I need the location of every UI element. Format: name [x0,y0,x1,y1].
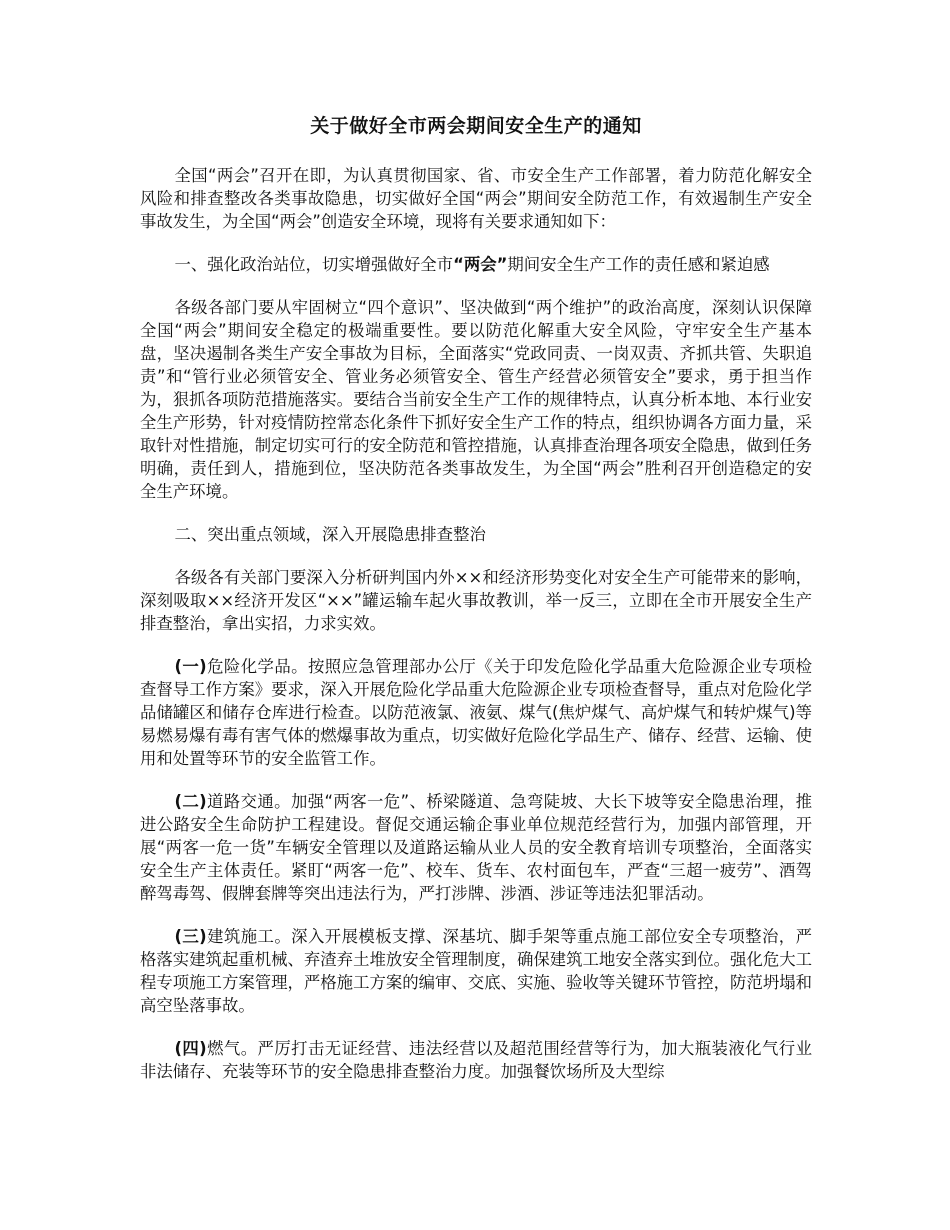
section1-body: 各级各部门要从牢固树立“四个意识”、坚决做到“两个维护”的政治高度，深刻认识保障全国“两会”期间安全稳定的极端重要性。要以防范化解重大安全风险，守牢安全生产基本盘，坚决遏制各类生产安全事故为目标，全面落实“党政同责、一岗双责、齐抓共管、失职追责”和“管行业必须管安全、管业务必须管安全、管生产经营必须管安全”要求，勇于担当作为，狠抓各项防范措施落实。要结合当前安全生产工作的规律特点，认真分析本地、本行业安全生产形势，针对疫情防控常态化条件下抓好安全生产工作的特点，组织协调各方面力量，采取针对性措施，制定切实可行的安全防范和管控措施，认真排查治理各项安全隐患，做到任务明确，责任到人，措施到位，坚决防范各类事故发生，为全国“两会”胜利召开创造稳定的安全生产环境。 [140,298,813,501]
section2-heading: 二、突出重点领域，深入开展隐患排查整治 [174,525,486,544]
section1-heading-part-b: “两会” [453,255,508,274]
item-gas [140,1037,812,1083]
document-content [140,112,812,1103]
section2-body: 各级各有关部门要深入分析研判国内外××和经济形势变化对安全生产可能带来的影响，深刻吸取××经济开发区“××”罐运输车起火事故教训，举一反三，立即在全市开展安全生产排查整治，拿出实招，力求实效。 [140,568,812,633]
item-text: 燃气。严厉打击无证经营、违法经营以及超范围经营等行为，加大瓶装液化气行业非法储存、充装等环节的安全隐患排查整治力度。加强餐饮场所及大型综 [140,1039,813,1081]
item-text: 建筑施工。深入开展模板支撑、深基坑、脚手架等重点施工部位安全专项整治，严格落实建筑起重机械、弃渣弃土堆放安全管理制度，确保建筑工地安全落实到位。强化危大工程专项施工方案管理，严格施工方案的编审、交底、实施、验收等关键环节管控，防范坍塌和高空坠落事故。 [140,927,813,1015]
item-number: (二) [174,792,207,811]
item-hazardous-chemicals [140,655,812,770]
document-title: 关于做好全市两会期间安全生产的通知 [310,115,642,137]
section1-heading-part-c: 期间安全生产工作的责任感和紧迫感 [507,255,770,274]
intro-paragraph: 全国“两会”召开在即，为认真贯彻国家、省、市安全生产工作部署，着力防范化解安全风险和排查整改各类事故隐患，切实做好全国“两会”期间安全防范工作，有效遏制生产安全事故发生，为全国“两会”创造安全环境，现将有关要求通知如下： [140,166,812,231]
item-construction [140,925,812,1017]
section1-heading-part-a: 一、强化政治站位，切实增强做好全市 [174,255,454,274]
item-number: (三) [174,927,207,946]
item-text: 道路交通。加强“两客一危”、桥梁隧道、急弯陡坡、大长下坡等安全隐患治理，推进公路安全生命防护工程建设。督促交通运输企事业单位规范经营行为，加强内部管理，开展“两客一危一货”车辆安全管理以及道路运输从业人员的安全教育培训专项整治，全面落实安全生产主体责任。紧盯“两客一危”、校车、货车、农村面包车，严查“三超一疲劳”、酒驾醉驾毒驾、假牌套牌等突出违法行为，严打涉牌、涉酒、涉证等违法犯罪活动。 [140,792,812,903]
item-text: 危险化学品。按照应急管理部办公厅《关于印发危险化学品重大危险源企业专项检查督导工作方案》要求，深入开展危险化学品重大危险源企业专项检查督导，重点对危险化学品储罐区和储存仓库进行检查。以防范液氯、液氨、煤气(焦炉煤气、高炉煤气和转炉煤气)等易燃易爆有毒有害气体的燃爆事故为重点，切实做好危险化学品生产、储存、经营、运输、使用和处置等环节的安全监管工作。 [140,657,813,768]
item-number: (一) [174,657,207,676]
item-number: (四) [174,1039,207,1058]
item-road-traffic [140,790,812,905]
section1-heading [140,253,812,276]
